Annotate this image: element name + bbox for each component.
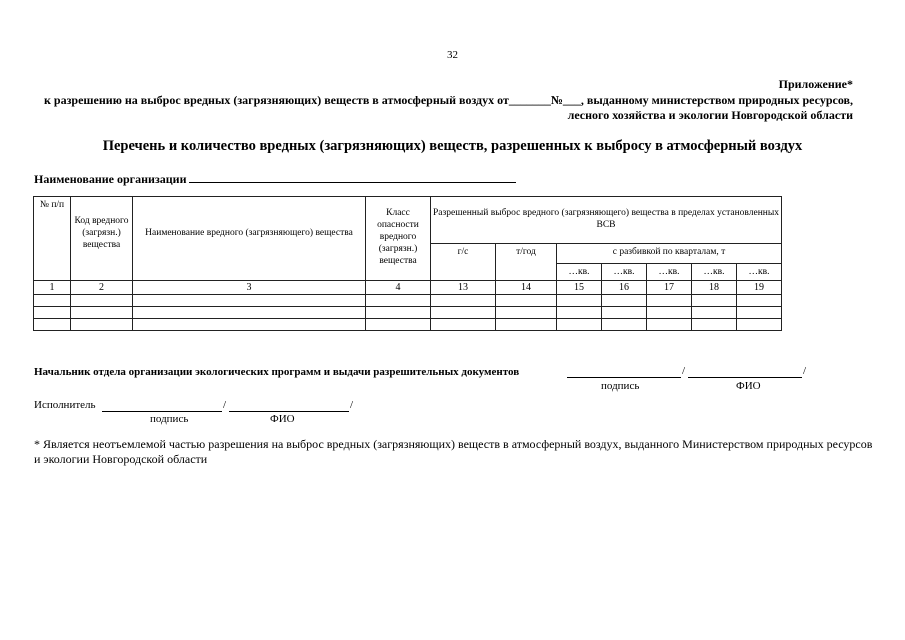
header-hazard-class: Класс опасности вредного (загрязн.) вещества [366, 197, 431, 281]
table-cell [133, 307, 366, 319]
header-code: Код вредного (загрязн.) вещества [71, 197, 133, 281]
table-cell [431, 295, 496, 307]
chief-label: Начальник отдела организации экологических программ и выдачи разрешительных документов [34, 366, 520, 378]
header-allowed-emission: Разрешенный выброс вредного (загрязняющего) вещества в пределах установленных ВСВ [431, 197, 782, 244]
executor-name-blank [229, 411, 349, 412]
emissions-table [33, 196, 782, 331]
table-cell [557, 319, 602, 331]
chief-name-caption: ФИО [736, 380, 761, 392]
table-cell [366, 319, 431, 331]
executor-label: Исполнитель [34, 399, 96, 411]
page-number: 32 [447, 49, 458, 61]
footnote: * Является неотъемлемой частью разрешения на выброс вредных (загрязняющих) веществ в атмосферный воздух, выданного Министерством природных ресурсов и экологии Новгородской области [34, 437, 873, 466]
header-quarter: …кв. [557, 264, 602, 281]
table-cell [496, 319, 557, 331]
column-index: 15 [557, 281, 602, 295]
table-cell [71, 319, 133, 331]
table-cell [557, 295, 602, 307]
column-index: 19 [737, 281, 782, 295]
chief-signature-caption: подпись [601, 380, 640, 392]
chief-slash: / [682, 365, 686, 377]
table-cell [34, 319, 71, 331]
header-t-per-year: т/год [496, 244, 557, 281]
chief-signature-blank [567, 377, 681, 378]
header-quarters: с разбивкой по кварталам, т [557, 244, 782, 264]
table-row [34, 319, 782, 331]
column-index: 2 [71, 281, 133, 295]
organization-row [34, 171, 516, 187]
table-row [34, 307, 782, 319]
table-cell [692, 307, 737, 319]
column-index: 1 [34, 281, 71, 295]
table-cell [602, 295, 647, 307]
chief-slash-end: / [803, 365, 807, 377]
table-cell [431, 319, 496, 331]
table-cell [647, 307, 692, 319]
table-cell [366, 307, 431, 319]
chief-name-blank [688, 377, 802, 378]
table-cell [133, 319, 366, 331]
column-index: 17 [647, 281, 692, 295]
executor-slash-end: / [350, 399, 354, 411]
column-index-row [34, 281, 782, 295]
table-cell [692, 319, 737, 331]
header-num: № п/п [34, 197, 71, 281]
appendix-title: Приложение* [778, 77, 853, 91]
column-index: 16 [602, 281, 647, 295]
table-cell [557, 307, 602, 319]
executor-signature-caption: подпись [150, 413, 189, 425]
header-quarter: …кв. [647, 264, 692, 281]
column-index: 3 [133, 281, 366, 295]
appendix-subtitle: к разрешению на выброс вредных (загрязняющих) веществ в атмосферный воздух от_______№___, выданному министерством природных ресурсов, лесного хозяйства и экологии Новгородской области [44, 93, 853, 122]
table-cell [366, 295, 431, 307]
executor-name-caption: ФИО [270, 413, 295, 425]
header-quarter: …кв. [602, 264, 647, 281]
table-cell [647, 295, 692, 307]
table-cell [647, 319, 692, 331]
organization-label: Наименование организации [34, 172, 187, 186]
table-cell [602, 307, 647, 319]
table-cell [34, 295, 71, 307]
table-cell [431, 307, 496, 319]
table-row [34, 295, 782, 307]
table-cell [737, 319, 782, 331]
header-substance-name: Наименование вредного (загрязняющего) вещества [133, 197, 366, 281]
header-g-per-s: г/с [431, 244, 496, 281]
table-cell [496, 295, 557, 307]
header-quarter: …кв. [692, 264, 737, 281]
table-cell [737, 295, 782, 307]
column-index: 14 [496, 281, 557, 295]
document-title: Перечень и количество вредных (загрязняющих) веществ, разрешенных к выбросу в атмосферный воздух [102, 138, 803, 154]
executor-slash: / [223, 399, 227, 411]
column-index: 18 [692, 281, 737, 295]
table-cell [496, 307, 557, 319]
table-cell [133, 295, 366, 307]
header-quarter: …кв. [737, 264, 782, 281]
executor-signature-blank [102, 411, 222, 412]
header-row-1 [34, 197, 782, 244]
table-cell [737, 307, 782, 319]
table-cell [692, 295, 737, 307]
table-cell [71, 295, 133, 307]
organization-blank [189, 171, 516, 183]
column-index: 13 [431, 281, 496, 295]
table-cell [34, 307, 71, 319]
table-cell [602, 319, 647, 331]
table-cell [71, 307, 133, 319]
column-index: 4 [366, 281, 431, 295]
